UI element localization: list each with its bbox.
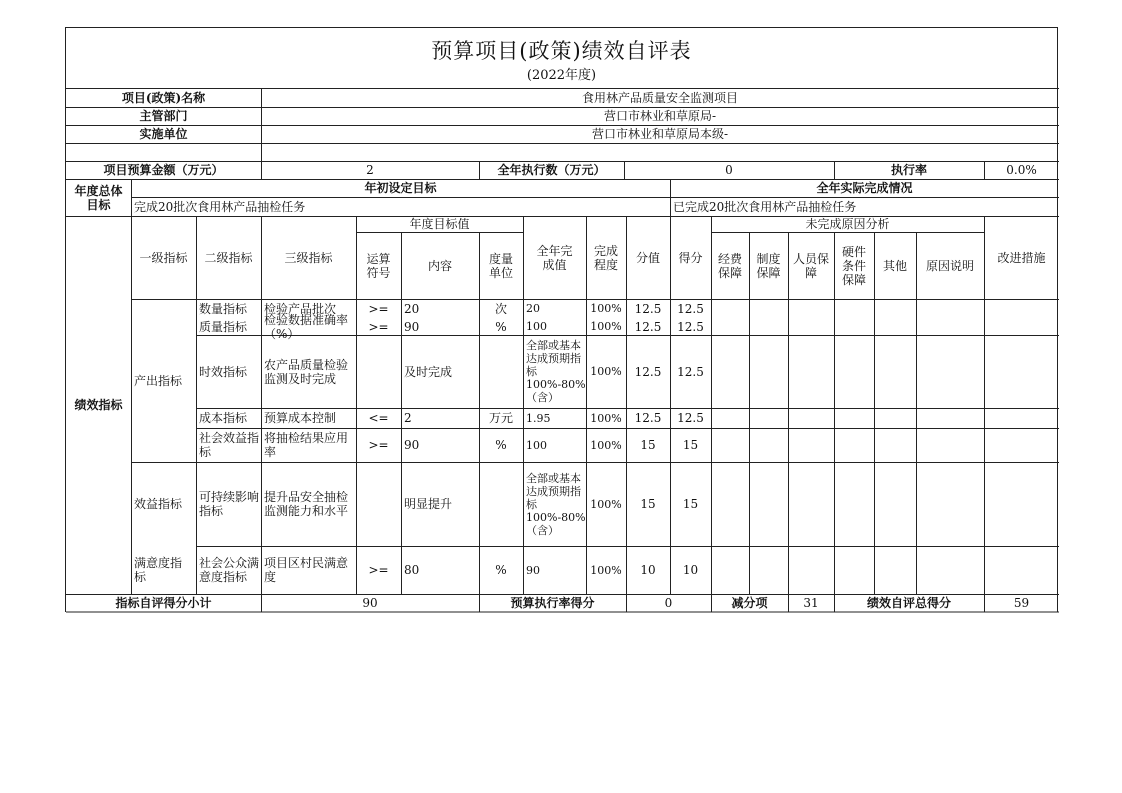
budget-label: 项目预算金额（万元）: [103, 163, 224, 177]
group-satisfaction: 满意度指标: [134, 556, 183, 584]
header-reason-hardware: 硬件条件保障: [841, 244, 866, 287]
row-0-unit: 次: [494, 301, 507, 316]
evaluation-sheet: [65, 27, 1058, 612]
total-label: 绩效自评总得分: [866, 596, 951, 610]
header-lvl1: 一级指标: [139, 250, 188, 265]
row-2-content: 及时完成: [404, 364, 453, 379]
row-6-degree: 100%: [590, 563, 622, 577]
unit-label: 实施单位: [139, 127, 188, 141]
row-4-score: 15: [682, 438, 699, 452]
row-5-degree: 100%: [590, 497, 622, 511]
row-4-lvl3: 将抽检结果应用率: [264, 431, 349, 459]
row-3-actual: 1.95: [526, 411, 551, 425]
header-reason-system: 制度保障: [756, 251, 781, 280]
row-4-points: 15: [640, 438, 656, 452]
header-reason-group: 未完成原因分析: [805, 217, 890, 231]
row-6-unit: %: [495, 563, 507, 577]
row-1-actual: 100: [526, 320, 547, 333]
header-actual: 全年完成值: [536, 243, 573, 272]
row-4-content: 90: [404, 438, 420, 452]
row-0-degree: 100%: [590, 302, 622, 315]
row-2-op: [356, 335, 401, 408]
row-1-score: 12.5: [677, 319, 704, 334]
row-6-op: >=: [368, 563, 389, 577]
page-year: (2022年度): [526, 68, 597, 83]
row-1-points: 12.5: [634, 319, 662, 334]
header-improve: 改进措施: [997, 250, 1046, 265]
row-0-lvl2: 数量指标: [199, 301, 248, 316]
actual-result-label: 全年实际完成情况: [816, 181, 913, 195]
row-3-unit: 万元: [488, 411, 513, 425]
row-0-lvl3: 检验产品批次: [264, 301, 337, 316]
row-2-degree: 100%: [590, 365, 622, 378]
row-1-degree: 100%: [590, 320, 622, 333]
row-5-content: 明显提升: [404, 497, 453, 511]
header-points: 分值: [635, 250, 660, 265]
executed-value: 0: [725, 163, 733, 177]
row-4-unit: %: [495, 438, 507, 452]
deduct-value: 31: [803, 596, 819, 610]
row-3-lvl3: 预算成本控制: [264, 411, 337, 425]
group-benefit: 效益指标: [134, 497, 183, 511]
rate-value: 0.0%: [1006, 163, 1037, 177]
budget-score-label: 预算执行率得分: [510, 596, 595, 610]
row-1-op: >=: [368, 319, 389, 334]
row-5-lvl2: 可持续影响指标: [199, 490, 260, 518]
deduct-label: 减分项: [731, 596, 768, 610]
row-3-degree: 100%: [590, 411, 622, 425]
header-lvl3: 三级指标: [284, 250, 333, 265]
budget-score-value: 0: [664, 596, 673, 610]
row-6-score: 10: [682, 563, 699, 577]
row-2-unit: [479, 335, 523, 408]
subtotal-value: 90: [362, 596, 378, 610]
row-1-lvl2: 质量指标: [199, 319, 248, 334]
group-output: 产出指标: [134, 373, 183, 388]
dept-label: 主管部门: [139, 109, 188, 123]
header-reason-other: 其他: [882, 258, 907, 273]
row-4-op: >=: [368, 438, 389, 452]
row-0-points: 12.5: [634, 301, 662, 316]
row-2-actual: 全部或基本达成预期指标100%-80%（含）: [526, 339, 586, 404]
header-content: 内容: [427, 258, 452, 273]
header-op: 运算符号: [366, 251, 391, 280]
evaluation-table: [66, 88, 1059, 613]
row-1-lvl3: 检验数据准确率（%）: [264, 312, 349, 341]
row-2-lvl2: 时效指标: [199, 364, 248, 379]
perf-label: 绩效指标: [74, 398, 123, 412]
row-0-actual: 20: [526, 302, 540, 315]
row-3-lvl2: 成本指标: [199, 411, 248, 425]
header-reason-note: 原因说明: [925, 258, 974, 273]
row-2-lvl3: 农产品质量检验监测及时完成: [264, 357, 349, 386]
row-5-points: 15: [640, 497, 656, 511]
row-6-actual: 90: [526, 563, 540, 577]
row-0-score: 12.5: [677, 301, 704, 316]
unit-value: 营口市林业和草原局本级-: [591, 127, 729, 141]
row-2-points: 12.5: [634, 364, 662, 379]
row-5-unit: [479, 462, 523, 546]
header-reason-staff: 人员保障: [792, 251, 829, 280]
row-1-unit: %: [495, 319, 507, 334]
row-3-content: 2: [404, 411, 412, 425]
row-6-lvl2: 社会公众满意度指标: [199, 556, 260, 584]
row-1-content: 90: [404, 319, 420, 334]
row-5-op: [356, 462, 401, 546]
initial-goal-label: 年初设定目标: [364, 181, 437, 195]
header-reason-funds: 经费保障: [717, 251, 742, 280]
row-3-score: 12.5: [677, 411, 704, 425]
row-6-lvl3: 项目区村民满意度: [264, 556, 349, 584]
executed-label: 全年执行数（万元）: [497, 163, 606, 177]
row-3-op: <=: [368, 411, 389, 425]
budget-value: 2: [366, 163, 374, 177]
row-5-lvl3: 提升品安全抽检监测能力和水平: [264, 490, 349, 518]
row-6-points: 10: [640, 563, 656, 577]
header-score: 得分: [678, 250, 703, 265]
row-3-points: 12.5: [634, 411, 662, 425]
rate-label: 执行率: [890, 163, 927, 177]
overall-goal-label: 年度总体目标: [74, 183, 123, 212]
header-target-group: 年度目标值: [409, 217, 470, 231]
page-title: 预算项目(政策)绩效自评表: [431, 39, 692, 63]
row-5-actual: 全部或基本达成预期指标100%-80%（含）: [526, 471, 586, 537]
subtotal-label: 指标自评得分小计: [115, 596, 212, 610]
initial-goal: 完成20批次食用林产品抽检任务: [134, 199, 306, 214]
total-value: 59: [1013, 596, 1030, 610]
row-6-content: 80: [404, 563, 420, 577]
header-degree: 完成程度: [593, 243, 618, 272]
row-4-degree: 100%: [590, 438, 622, 452]
row-0-content: 20: [404, 301, 420, 316]
row-2-score: 12.5: [677, 364, 704, 379]
project-name-label: 项目(政策)名称: [121, 90, 206, 105]
header-lvl2: 二级指标: [204, 250, 253, 265]
header-unit: 度量单位: [488, 251, 513, 280]
row-5-score: 15: [682, 497, 699, 511]
row-4-actual: 100: [526, 438, 547, 452]
actual-result: 已完成20批次食用林产品抽检任务: [673, 199, 857, 214]
project-name: 食用林产品质量安全监测项目: [581, 90, 738, 105]
row-0-op: >=: [368, 301, 389, 316]
row-4-lvl2: 社会效益指标: [199, 431, 260, 459]
dept-value: 营口市林业和草原局-: [603, 109, 717, 123]
